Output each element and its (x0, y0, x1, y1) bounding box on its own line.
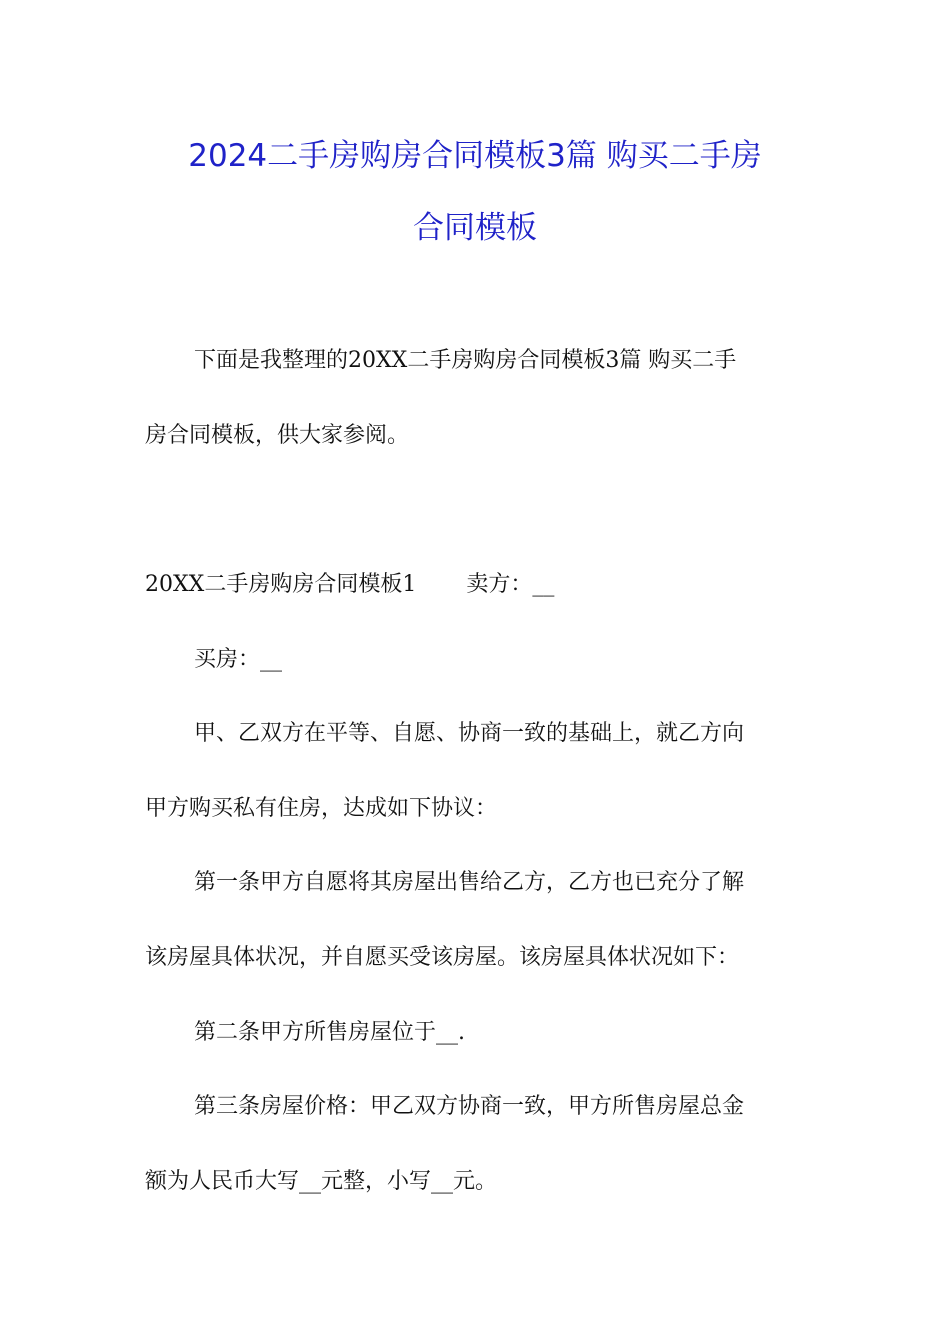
article-2: 第二条甲方所售房屋位于__. (194, 1020, 465, 1045)
document-title-line-1: 2024二手房购房合同模板3篇 购买二手房 (188, 138, 762, 174)
seller-field: 卖方：__ (466, 572, 555, 597)
article-3-line-2: 额为人民币大写__元整，小写__元。 (145, 1169, 498, 1194)
document-title-line-2: 合同模板 (413, 210, 537, 246)
template-heading-row (145, 570, 805, 600)
intro-paragraph-line-1: 下面是我整理的20XX二手房购房合同模板3篇 购买二手 (194, 348, 737, 373)
template-1-heading: 20XX二手房购房合同模板1 (145, 572, 417, 597)
article-1-line-2: 该房屋具体状况，并自愿买受该房屋。该房屋具体状况如下： (145, 945, 740, 970)
article-3-line-1: 第三条房屋价格：甲乙双方协商一致，甲方所售房屋总金 (194, 1094, 745, 1119)
buyer-field: 买房：__ (194, 647, 283, 672)
preamble-line-1: 甲、乙双方在平等、自愿、协商一致的基础上，就乙方向 (194, 721, 745, 746)
article-1-line-1: 第一条甲方自愿将其房屋出售给乙方，乙方也已充分了解 (194, 870, 745, 895)
intro-paragraph-line-2: 房合同模板，供大家参阅。 (145, 423, 410, 448)
preamble-line-2: 甲方购买私有住房，达成如下协议： (145, 796, 498, 821)
